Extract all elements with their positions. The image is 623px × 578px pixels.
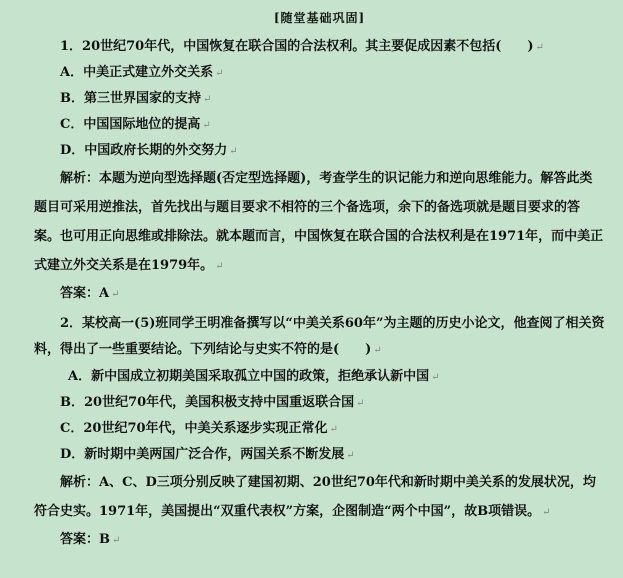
q2-answer: 答案：B ↵ (60, 532, 121, 547)
q2-option-d: D．新时期中美两国广泛合作，两国关系不断发展 ↵ (60, 447, 355, 462)
question-1-stem: 1．20世纪70年代，中国恢复在联合国的合法权利。其主要促成因素不包括( ) ↵ (60, 39, 544, 54)
q1-answer: 答案：A ↵ (60, 286, 120, 301)
q2-analysis: 解析：A、C、D三项分别反映了建国初期、20世纪70年代和新时期中美关系的发展状况，均符合史实。1971年，美国提出“双重代表权”方案，企图制造“两个中国”，故B项错误。 ↵ (34, 475, 596, 519)
q1-option-a: A．中美正式建立外交关系 ↵ (60, 65, 224, 80)
question-2-stem: 2．某校高一(5)班同学王明准备撰写以“中美关系60年”为主题的历史小论文，他查阅了相关资料，得出了一些重要结论。下列结论与史实不符的是( ) ↵ (34, 316, 605, 357)
q1-analysis: 解析：本题为逆向型选择题(否定型选择题)，考查学生的识记能力和逆向思维能力。解答此类题目可采用逆推法，首先找出与题目要求不相符的三个备选项，余下的备选项就是题目要求的答案。也可用正向思维或排除法。就本题而言，中国恢复在联合国的合法权利是在1971年，而中美正式建立外交关系是在1979年。 ↵ (34, 171, 604, 273)
q1-option-b: B．第三世界国家的支持 ↵ (60, 91, 212, 106)
q1-option-d: D．中国政府长期的外交努力 ↵ (60, 143, 238, 158)
q2-option-a: A．新中国成立初期美国采取孤立中国的政策，拒绝承认新中国 ↵ (68, 369, 440, 384)
q1-option-c: C．中国国际地位的提高 ↵ (60, 117, 211, 132)
section-title: [随堂基础巩固] (273, 11, 366, 25)
q2-option-c: C．20世纪70年代，中美关系逐步实现正常化 ↵ (60, 421, 338, 436)
q2-option-b: B．20世纪70年代，美国积极支持中国重返联合国 ↵ (60, 395, 365, 410)
